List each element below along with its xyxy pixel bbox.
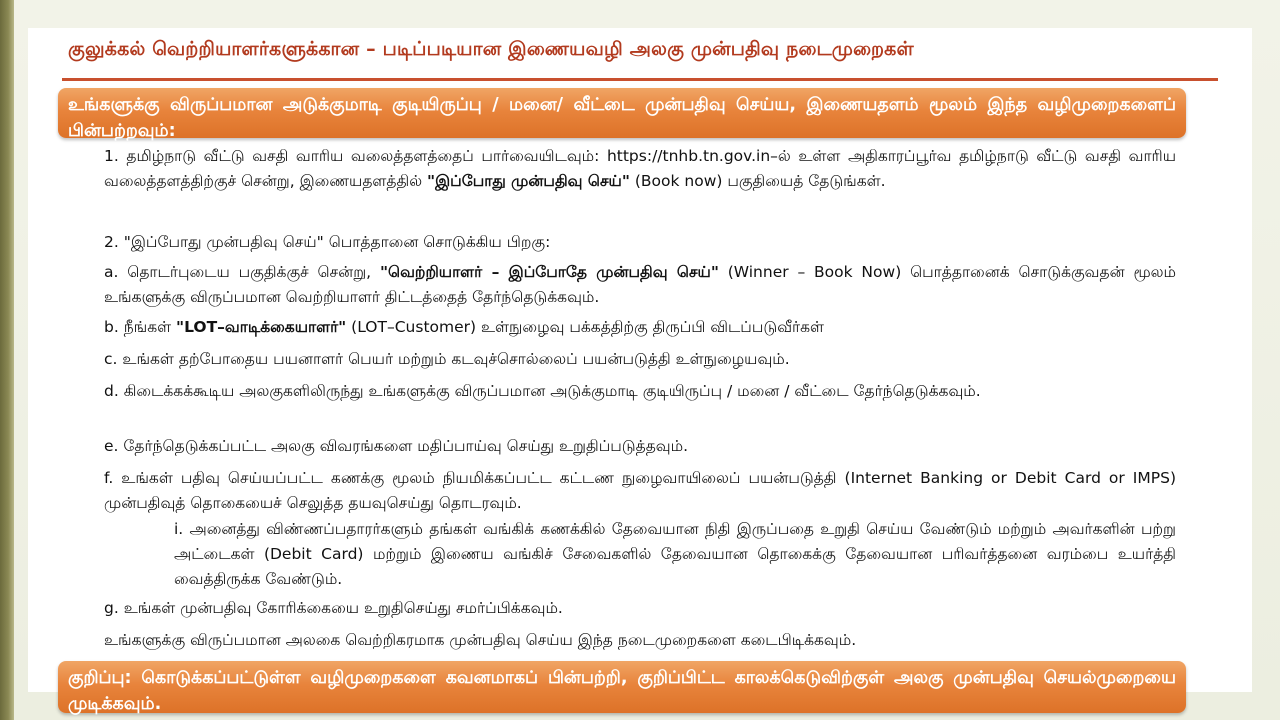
step-a-text: a. தொடர்புடைய பகுதிக்குச் சென்று, xyxy=(104,263,380,281)
step-a xyxy=(104,260,1176,310)
step-b-bold: "LOT–வாடிக்கையாளர்" xyxy=(176,318,347,336)
step-f: f. உங்கள் பதிவு செய்யப்பட்ட கணக்கு மூலம் நியமிக்கப்பட்ட கட்டண நுழைவாயிலைப் பயன்படுத்தி (Internet Banking or Debit Card or IMPS) முன்பதிவுத் தொகையைச் செலுத்த தயவுசெய்து தொடரவும். xyxy=(104,469,1176,512)
step-g: g. உங்கள் முன்பதிவு கோரிக்கையை உறுதிசெய்து சமர்ப்பிக்கவும். xyxy=(104,599,563,617)
step-1-text-end: (Book now) பகுதியைத் தேடுங்கள். xyxy=(629,172,886,190)
title-divider xyxy=(62,78,1218,81)
note-banner: குறிப்பு: கொடுக்கப்பட்டுள்ள வழிமுறைகளை கவனமாகப் பின்பற்றி, குறிப்பிட்ட காலக்கெடுவிற்குள் அலகு முன்பதிவு செயல்முறையை முடிக்கவும். xyxy=(58,661,1186,713)
step-c: c. உங்கள் தற்போதைய பயனாளர் பெயர் மற்றும் கடவுச்சொல்லைப் பயன்படுத்தி உள்நுழையவும். xyxy=(104,350,790,368)
step-f-subitem-i: i. அனைத்து விண்ணப்பதாரர்களும் தங்கள் வங்கிக் கணக்கில் தேவையான நிதி இருப்பதை உறுதி செய்ய வேண்டும் மற்றும் அவர்களின் பற்று அட்டைகள் (Debit Card) மற்றும் இணைய வங்கிச் சேவைகளில் தேவையான தொகைக்கு தேவையான பரிவர்த்தனை வரம்பை உயர்த்தி வைத்திருக்க வேண்டும். xyxy=(174,520,1176,588)
step-b-text-end: (LOT–Customer) உள்நுழைவு பக்கத்திற்கு திருப்பி விடப்படுவீர்கள் xyxy=(346,318,825,336)
step-e: e. தேர்ந்தெடுக்கப்பட்ட அலகு விவரங்களை மதிப்பாய்வு செய்து உறுதிப்படுத்தவும். xyxy=(104,437,689,455)
intro-banner: உங்களுக்கு விருப்பமான அடுக்குமாடி குடியிருப்பு / மனை/ வீட்டை முன்பதிவு செய்ய, இணையதளம் மூலம் இந்த வழிமுறைகளைப் பின்பற்றவும்: xyxy=(58,88,1186,138)
slide-title: குலுக்கல் வெற்றியாளர்களுக்கான – படிப்படியான இணையவழி அலகு முன்பதிவு நடைமுறைகள் xyxy=(68,38,914,60)
step-b-text: b. நீங்கள் xyxy=(104,318,177,336)
step-a-text-end: (Winner – Book Now) பொத்தானைக் சொடுக்குவதன் மூலம் உங்களுக்கு விருப்பமான வெற்றியாளர் திட்டத்தைத் தேர்ந்தெடுக்கவும். xyxy=(104,263,1176,306)
closing-statement: உங்களுக்கு விருப்பமான அலகை வெற்றிகரமாக முன்பதிவு செய்ய இந்த நடைமுறைகளை கடைபிடிக்கவும். xyxy=(104,631,857,649)
step-2: 2. "இப்போது முன்பதிவு செய்" பொத்தானை சொடுக்கிய பிறகு: xyxy=(104,233,551,251)
step-1 xyxy=(104,144,1176,194)
step-a-bold: "வெற்றியாளர் – இப்போதே முன்பதிவு செய்" xyxy=(379,263,719,281)
left-decorative-bar xyxy=(0,0,14,720)
step-b xyxy=(104,315,1176,340)
step-d: d. கிடைக்கக்கூடிய அலகுகளிலிருந்து உங்களுக்கு விருப்பமான அடுக்குமாடி குடியிருப்பு / மனை / வீட்டை தேர்ந்தெடுக்கவும். xyxy=(104,382,981,400)
step-1-bold: "இப்போது முன்பதிவு செய்" xyxy=(427,172,630,190)
step-1-text: 1. தமிழ்நாடு வீட்டு வசதி வாரிய வலைத்தளத்தைப் பார்வையிடவும்: https://tnhb.tn.gov.in–ல் உள்ள அதிகாரப்பூர்வ தமிழ்நாடு வீட்டு வசதி வாரிய வலைத்தளத்திற்குச் சென்று, இணையதளத்தில் xyxy=(104,147,1176,190)
